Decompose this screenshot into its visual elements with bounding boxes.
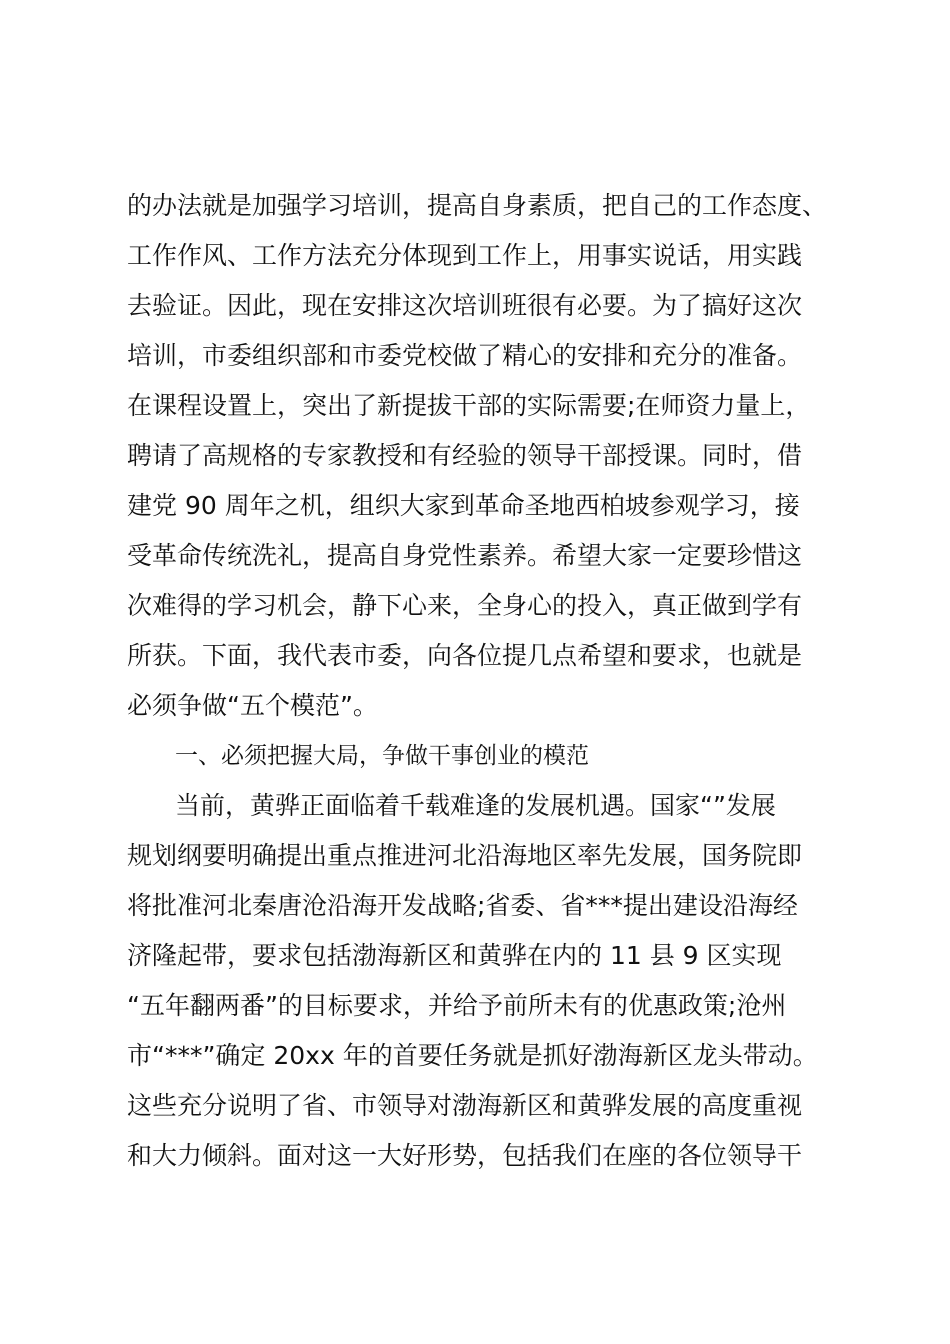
text-line: 在课程设置上，突出了新提拔干部的实际需要;在师资力量上， [127, 391, 811, 420]
text-line: “五年翻两番”的目标要求，并给予前所未有的优惠政策;沧州 [127, 991, 787, 1020]
text-line: 市“***”确定 20xx 年的首要任务就是抓好渤海新区龙头带动。 [127, 1041, 818, 1070]
text-line: 受革命传统洗礼，提高自身党性素养。希望大家一定要珍惜这 [127, 541, 803, 570]
text-line: 将批准河北秦唐沧沿海开发战略;省委、省***提出建设沿海经 [127, 891, 798, 920]
text-line: 所获。下面，我代表市委，向各位提几点希望和要求，也就是 [127, 641, 803, 670]
text-line: 次难得的学习机会，静下心来，全身心的投入，真正做到学有 [127, 591, 803, 620]
text-line: 和大力倾斜。面对这一大好形势，包括我们在座的各位领导干 [127, 1141, 803, 1170]
text-line: 工作作风、工作方法充分体现到工作上，用事实说话，用实践 [127, 241, 803, 270]
text-line: 规划纲要明确提出重点推进河北沿海地区率先发展，国务院即 [127, 841, 803, 870]
text-line: 培训，市委组织部和市委党校做了精心的安排和充分的准备。 [127, 341, 803, 370]
text-line: 济隆起带，要求包括渤海新区和黄骅在内的 11 县 9 区实现 [127, 941, 782, 970]
document-body [127, 181, 847, 1181]
text-line: 去验证。因此，现在安排这次培训班很有必要。为了搞好这次 [127, 291, 803, 320]
text-line: 这些充分说明了省、市领导对渤海新区和黄骅发展的高度重视 [127, 1091, 803, 1120]
text-line: 建党 90 周年之机，组织大家到革命圣地西柏坡参观学习，接 [127, 491, 800, 520]
text-line: 必须争做“五个模范”。 [127, 691, 378, 720]
text-line: 的办法就是加强学习培训，提高自身素质，把自己的工作态度、 [127, 191, 828, 220]
section-heading: 一、必须把握大局，争做干事创业的模范 [175, 743, 589, 769]
text-line: 聘请了高规格的专家教授和有经验的领导干部授课。同时，借 [127, 441, 803, 470]
paragraph-first-line: 当前，黄骅正面临着千载难逢的发展机遇。国家“”发展 [175, 791, 776, 820]
